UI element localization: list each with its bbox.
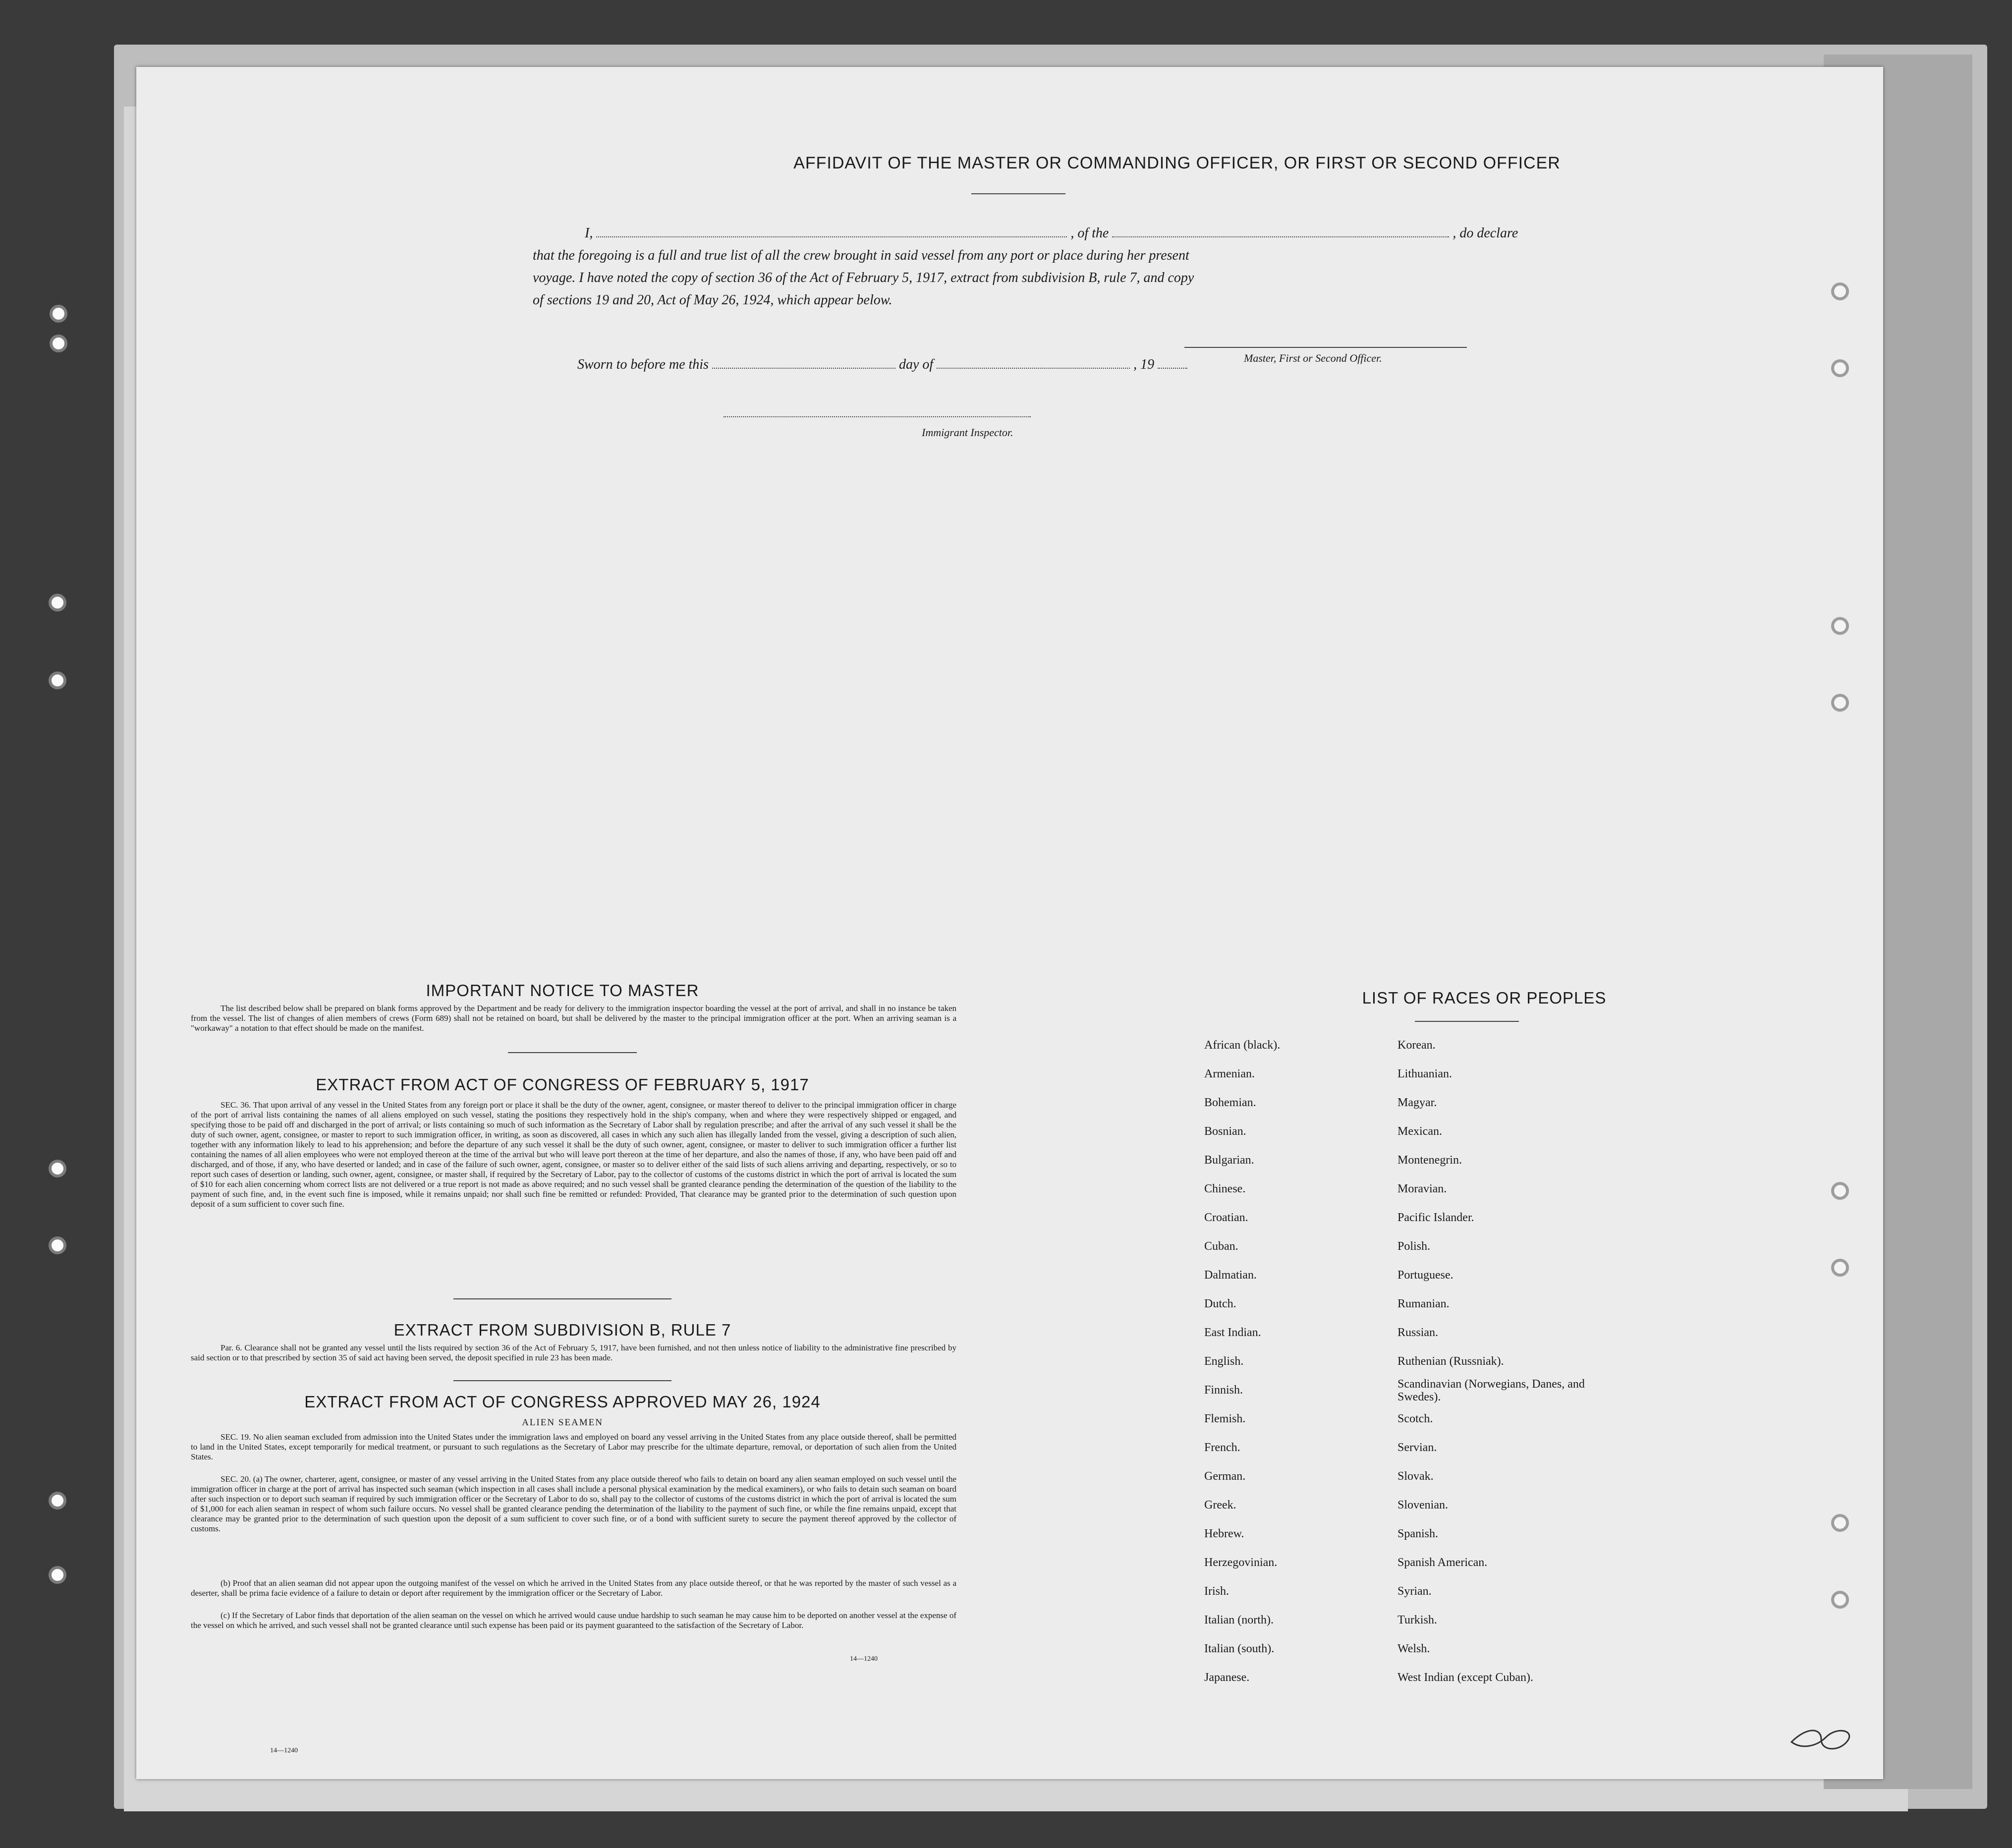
sworn-year-blank[interactable] [1158,368,1187,369]
extract-1924-subtitle: ALIEN SEAMEN [522,1417,603,1428]
race-item: Hebrew. [1204,1527,1244,1540]
races-rule [1415,1021,1519,1022]
races-right-column [1397,1031,1606,1692]
race-item: Turkish. [1397,1614,1437,1626]
race-item: Italian (north). [1204,1614,1274,1626]
race-item: Dutch. [1204,1297,1236,1310]
inspector-signature-line [724,416,1031,418]
race-item: Italian (south). [1204,1642,1275,1655]
race-item: Slovenian. [1397,1499,1448,1512]
notice-text: The list described below shall be prepared on blank forms approved by the Department and be ready for delivery to the immigration inspector boarding the vessel at the port of arrival, and shall in no instance be taken from the vessel. The list of changes of alien members of crews (Form 689) shall not be retained on board, but shall be delivered by the master to the principal immigration officer at the port. When an arriving seaman is a "workaway" a notation to that effect should be made on the manifest. [191,1004,956,1033]
races-title: LIST OF RACES OR PEOPLES [1362,989,1607,1007]
race-item: Bulgarian. [1204,1154,1254,1167]
binder-hole [1831,282,1849,300]
extract-1924-title: EXTRACT FROM ACT OF CONGRESS APPROVED MAY 26, 1924 [304,1393,821,1411]
race-item: Servian. [1397,1441,1437,1454]
race-item: Scandinavian (Norwegians, Danes, and Swedes). [1397,1378,1585,1403]
extract-rule7-text: Par. 6. Clearance shall not be granted any vessel until the lists required by section 36 of the Act of February 5, 1917, have been furnished, and not then unless notice of liability to the administrative fine prescribed by said section or to that prescribed by section 35 of said act having been served, the deposit specified in rule 23 has been made. [191,1343,956,1362]
name-blank[interactable] [596,236,1067,237]
binder-hole [50,335,67,352]
race-item: Montenegrin. [1397,1154,1462,1167]
extract-1917-text: SEC. 36. That upon arrival of any vessel in the United States from any foreign port or place it shall be the duty of the owner, agent, consignee, or master thereof to deliver to the principal immigration officer in charge of the port of arrival lists containing the names of all aliens employed on such vessel, stating the positions they respectively hold in the ship's company, when and where they were respectively shipped or engaged, and specifying those to be paid off and discharged in the port of arrival; or lists containing so much of such information as the Secretary of Labor shall by regulation prescribe; and after the arrival of any such vessel it shall be the duty of such owner, agent, consignee, or master to report to such immigration officer, in writing, as soon as discovered, all cases in which any such alien has illegally landed from the vessel, giving a description of such alien, together with any information likely to lead to his apprehension; and before the departure of any such vessel it shall be the duty of such owner, agent, consignee, or master to deliver to such immigration officer a further list containing the names of all alien employees who were not employed thereon at the time of the arrival but who will leave port thereon at the time of her departure, and also the names of those, if any, who have been paid off and discharged, and of those, if any, who have deserted or landed; and in case of the failure of such owner, agent, consignee, or master so to deliver either of the said lists of such aliens arriving and departing, respectively, or so to report such cases of desertion or landing, such owner, agent, consignee, or master shall, if required by the Secretary of Labor, pay to the collector of customs of the customs district in which the port of arrival is located the sum of $10 for each alien concerning whom correct lists are not delivered or a true report is not made as above required; and no such vessel shall be granted clearance pending the determination of the question of the liability to the payment of such fine, and, in the event such fine is imposed, while it remains unpaid; nor shall such fine be remitted or refunded: Provided, That clearance may be granted prior to the determination of such question upon deposit of a sum sufficient to cover such fine. [191,1100,956,1209]
race-item: Chinese. [1204,1182,1246,1195]
binder-hole [49,594,66,612]
handwritten-mark [1787,1725,1856,1754]
race-item: Rumanian. [1397,1297,1450,1310]
race-item: Lithuanian. [1397,1067,1452,1080]
race-item: Slovak. [1397,1470,1434,1483]
race-item: Moravian. [1397,1182,1447,1195]
race-item: Irish. [1204,1585,1229,1598]
master-signature-line [1184,347,1467,348]
extract-1917-title: EXTRACT FROM ACT OF CONGRESS OF FEBRUARY 5, 1917 [316,1075,809,1094]
race-item: Mexican. [1397,1125,1442,1138]
race-item: Syrian. [1397,1585,1432,1598]
race-item: Dalmatian. [1204,1269,1257,1282]
race-item: Cuban. [1204,1240,1238,1253]
sworn-month-blank[interactable] [937,368,1130,369]
extract-1924-sec19: SEC. 19. No alien seaman excluded from admission into the United States under the immigration laws and employed on board any vessel arriving in the United States from any place outside thereof, shall be permitted to land in the United States, except temporarily for medical treatment, or pursuant to such regulations as the Secretary of Labor may prescribe for the ultimate departure, removal, or deportation of such alien from the United States. [191,1432,956,1461]
binder-hole [49,1236,66,1254]
affidavit-line-2: that the foregoing is a full and true list of all the crew brought in said vessel from any port or place during her present [533,248,1189,263]
binder-hole [1831,1259,1849,1277]
affidavit-title: AFFIDAVIT OF THE MASTER OR COMMANDING OFFICER, OR FIRST OR SECOND OFFICER [793,154,1561,172]
race-item: Russian. [1397,1326,1439,1339]
affidavit-line-3: voyage. I have noted the copy of section 36 of the Act of February 5, 1917, extract from subdivision B, rule 7, and copy [533,270,1194,285]
race-item: English. [1204,1355,1244,1368]
race-item: Polish. [1397,1240,1431,1253]
binder-hole [1831,1514,1849,1532]
race-item: Spanish American. [1397,1556,1488,1569]
binder-hole [1831,1591,1849,1609]
form-number-bottom: 14—1240 [270,1747,298,1754]
race-item: Herzegovinian. [1204,1556,1278,1569]
binder-hole [49,1492,66,1510]
race-item: East Indian. [1204,1326,1261,1339]
race-item: Greek. [1204,1499,1236,1512]
race-item: Pacific Islander. [1397,1211,1474,1224]
race-item: Croatian. [1204,1211,1248,1224]
races-left-column [1204,1031,1393,1692]
race-item: Welsh. [1397,1642,1430,1655]
race-item: African (black). [1204,1039,1281,1052]
document-page [136,67,1883,1779]
race-item: Armenian. [1204,1067,1255,1080]
master-signature-label: Master, First or Second Officer. [1244,352,1382,364]
binder-hole [1831,359,1849,377]
section-rule [453,1380,671,1381]
race-item: French. [1204,1441,1240,1454]
extract-rule7-title: EXTRACT FROM SUBDIVISION B, RULE 7 [393,1321,731,1339]
race-item: Spanish. [1397,1527,1439,1540]
form-number: 14—1240 [850,1655,878,1663]
extract-1924-sec20a: SEC. 20. (a) The owner, charterer, agent, consignee, or master of any vessel arriving in the United States from any place outside thereof who fails to detain on board any alien seaman employed on such vessel until the immigration officer in charge at the port of arrival has inspected such seaman (which inspection in all cases shall include a personal physical examination by the medical examiners), or who fails to detain such seaman on board after such inspection or to deport such seaman if required by such immigration officer or the Secretary of Labor to do so, shall pay to the collector of customs of the customs district in which the port of arrival is located the sum of $1,000 for each alien seaman in respect of whom such failure occurs. No vessel shall be granted clearance pending the determination of the liability to the payment of such fine, or while the fine remains unpaid, except that clearance may be granted prior to the determination of such question upon the deposit of a sum sufficient to cover such fine, or of a bond with sufficient surety to secure the payment thereof approved by the collector of customs. [191,1474,956,1533]
binder-hole [50,305,67,323]
race-item: Portuguese. [1397,1269,1453,1282]
race-item: Magyar. [1397,1096,1437,1109]
extract-1924-sec20b: (b) Proof that an alien seaman did not appear upon the outgoing manifest of the vessel on which he arrived in the United States from any place outside thereof, or that he was reported by the master of such vessel as a deserter, shall be prima facie evidence of a failure to detain or deport after requirement by the immigration officer or the Secretary of Labor. [191,1578,956,1598]
race-item: Scotch. [1397,1412,1433,1425]
binder-hole [49,1566,66,1584]
binder-hole [49,1160,66,1177]
race-item: Korean. [1397,1039,1436,1052]
race-item: German. [1204,1470,1246,1483]
vessel-blank[interactable] [1112,236,1449,237]
binder-hole [1831,694,1849,712]
race-item: West Indian (except Cuban). [1397,1671,1533,1684]
affidavit-line-1: I, , of the , do declare [585,225,1518,241]
race-item: Finnish. [1204,1384,1243,1397]
race-item: Bohemian. [1204,1096,1256,1109]
sworn-day-blank[interactable] [712,368,895,369]
title-rule [971,193,1065,194]
race-item: Flemish. [1204,1412,1246,1425]
inspector-signature-label: Immigrant Inspector. [922,426,1013,439]
extract-1924-sec20c: (c) If the Secretary of Labor finds that deportation of the alien seaman on the vessel on which he arrived would cause undue hardship to such seaman he may cause him to be deported on another vessel at the expense of the vessel on which he arrived, and such vessel shall not be granted clearance until such expense has been paid or its payment guaranteed to the satisfaction of the Secretary of Labor. [191,1611,956,1630]
race-item: Bosnian. [1204,1125,1246,1138]
race-item: Ruthenian (Russniak). [1397,1355,1504,1368]
section-rule [508,1052,637,1053]
binder-hole [1831,1182,1849,1200]
affidavit-line-4: of sections 19 and 20, Act of May 26, 1924, which appear below. [533,292,893,308]
binder-hole [49,672,66,689]
binder-hole [1831,617,1849,635]
notice-title: IMPORTANT NOTICE TO MASTER [426,981,699,1000]
sworn-line: Sworn to before me this day of , 19 [577,357,1187,373]
race-item: Japanese. [1204,1671,1250,1684]
section-rule [453,1298,671,1299]
